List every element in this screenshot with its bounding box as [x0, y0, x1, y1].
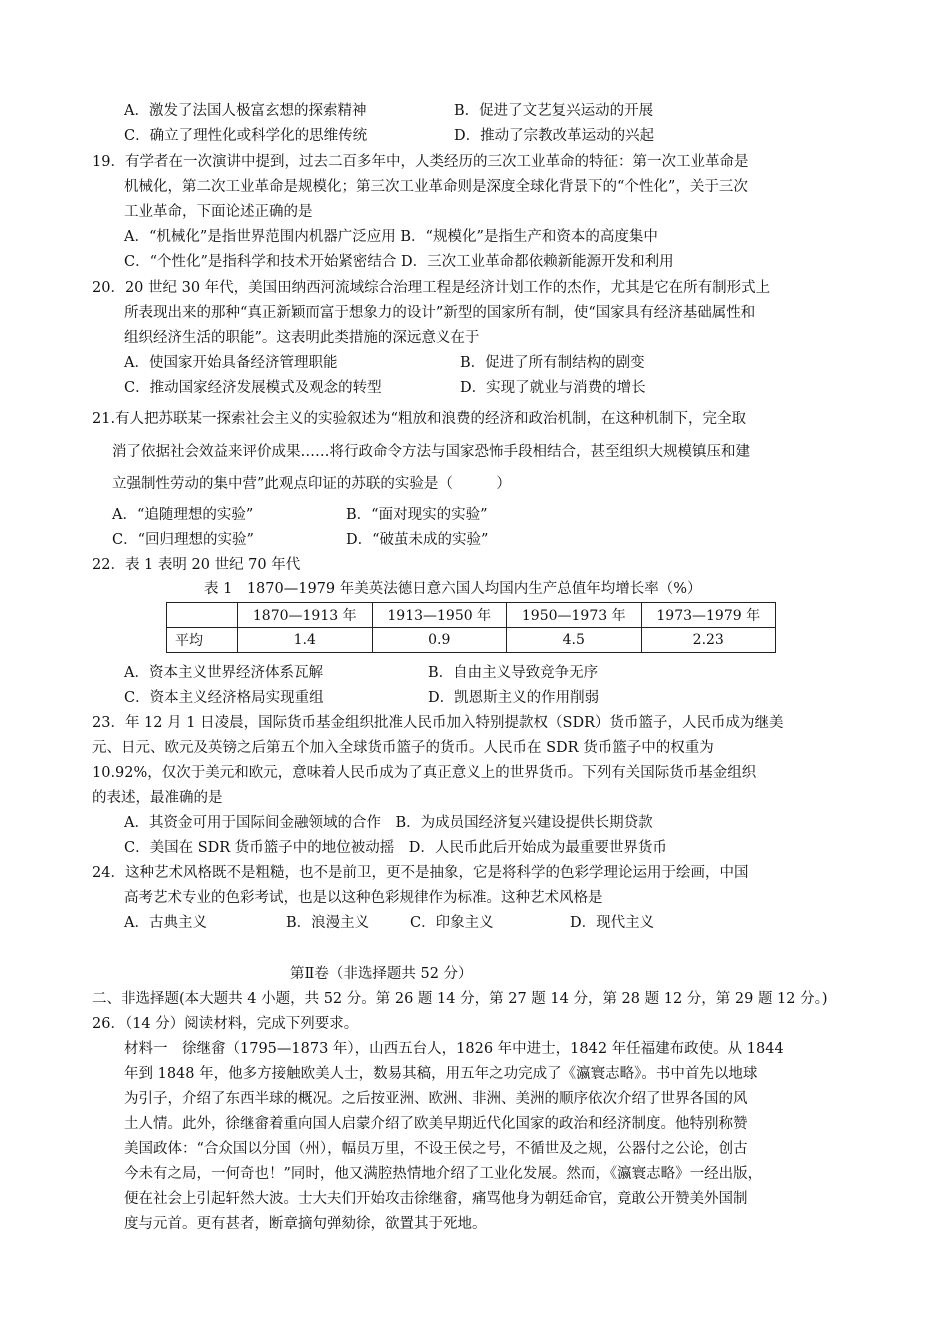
q19-options-ab: A．“机械化”是指世界范围内机器广泛应用 B．“规模化”是指生产和资本的高度集中: [124, 229, 658, 245]
q18-option-c: C．确立了理性化或科学化的思维传统: [124, 128, 368, 144]
q24-stem-line: 高考艺术专业的色彩考试，也是以这种色彩规律作为标准。这种艺术风格是: [124, 890, 603, 906]
q24-option-d: D．现代主义: [570, 915, 655, 931]
q24-option-a: A．古典主义: [124, 915, 207, 931]
q26-stem: 26．（14 分）阅读材料，完成下列要求。: [92, 1016, 359, 1032]
q21-option-d: D．“破茧未成的实验”: [346, 532, 489, 548]
material-line: 年到 1848 年，他多方接触欧美人士，数易其稿，用五年之功完成了《瀛寰志略》。书中首先以地球: [124, 1066, 758, 1082]
table-header-cell: 1950—1973 年: [507, 603, 642, 628]
table-cell: 4.5: [507, 628, 642, 653]
table-row-label: 平均: [167, 628, 238, 653]
table-cell: 1.4: [238, 628, 373, 653]
table-row: [167, 628, 776, 653]
table-caption: 表 1 1870—1979 年美英法德日意六国人均国内生产总值年均增长率（%）: [204, 581, 702, 597]
table-header-cell: [167, 603, 238, 628]
table-header-cell: 1870—1913 年: [238, 603, 373, 628]
table-header-row: [167, 603, 776, 628]
q19-options-cd: C．“个性化”是指科学和技术开始紧密结合 D．三次工业革命都依赖新能源开发和利用: [124, 254, 674, 270]
q21-stem-line: 立强制性劳动的集中营”此观点印证的苏联的实验是（ ）: [112, 476, 511, 492]
q23-options-ab: A．其资金可用于国际间金融领域的合作 B．为成员国经济复兴建设提供长期贷款: [124, 815, 653, 831]
q23-options-cd: C．美国在 SDR 货币篮子中的地位被动摇 D．人民币此后开始成为最重要世界货币: [124, 840, 667, 856]
material-line: 材料一 徐继畲（1795—1873 年），山西五台人，1826 年中进士，1842 年任福建布政使。从 1844: [124, 1041, 784, 1057]
gdp-growth-table: [166, 602, 776, 653]
material-line: 土人情。此外，徐继畲着重向国人启蒙介绍了欧美早期近代化国家的政治和经济制度。他特别称赞: [124, 1116, 748, 1132]
q23-stem-line: 的表述，最准确的是: [92, 790, 223, 806]
section-heading: 二、非选择题(本大题共 4 小题，共 52 分。第 26 题 14 分，第 27 题 14 分，第 28 题 12 分，第 29 题 12 分。): [92, 991, 828, 1007]
q22-option-a: A．资本主义世界经济体系瓦解: [124, 665, 323, 681]
part-two-title: 第Ⅱ卷（非选择题共 52 分）: [290, 966, 473, 982]
q21-stem-line: 21.有人把苏联某一探索社会主义的实验叙述为“粗放和浪费的经济和政治机制，在这种机制下，完全取: [92, 411, 746, 427]
q20-option-b: B．促进了所有制结构的剧变: [460, 355, 645, 371]
q20-stem-line: 20．20 世纪 30 年代，美国田纳西河流域综合治理工程是经济计划工作的杰作，尤其是它在所有制形式上: [92, 280, 771, 296]
q22-option-b: B．自由主义导致竞争无序: [428, 665, 599, 681]
q23-stem-line: 23．年 12 月 1 日凌晨，国际货币基金组织批准人民币加入特别提款权（SDR）货币篮子，人民币成为继美: [92, 715, 784, 731]
q24-option-c: C．印象主义: [410, 915, 494, 931]
table-cell: 0.9: [372, 628, 507, 653]
material-line: 美国政体：“合众国以分国（州），幅员万里，不设王侯之号，不循世及之规，公器付之公论，创古: [124, 1141, 748, 1157]
q19-stem-line: 19．有学者在一次演讲中提到，过去二百多年中，人类经历的三次工业革命的特征：第一次工业革命是: [92, 154, 749, 170]
q20-option-a: A．使国家开始具备经济管理职能: [124, 355, 338, 371]
q19-stem-line: 机械化，第二次工业革命是规模化；第三次工业革命则是深度全球化背景下的“个性化”，关于三次: [124, 179, 748, 195]
material-line: 度与元首。更有甚者，断章摘句弹劾徐，欲置其于死地。: [124, 1216, 487, 1232]
table-cell: 2.23: [641, 628, 776, 653]
q21-stem-line: 消了依据社会效益来评价成果……将行政命令方法与国家恐怖手段相结合，甚至组织大规模镇压和建: [112, 444, 750, 460]
q22-option-c: C．资本主义经济格局实现重组: [124, 690, 324, 706]
material-line: 为引子，介绍了东西半球的概况。之后按亚洲、欧洲、非洲、美洲的顺序依次介绍了世界各国的风: [124, 1091, 748, 1107]
q21-option-c: C．“回归理想的实验”: [112, 532, 254, 548]
q24-stem-line: 24．这种艺术风格既不是粗糙，也不是前卫，更不是抽象，它是将科学的色彩学理论运用于绘画，中国: [92, 865, 749, 881]
q18-option-b: B．促进了文艺复兴运动的开展: [454, 103, 654, 119]
q20-stem-line: 所表现出来的那种“真正新颖而富于想象力的设计”新型的国家所有制，使“国家具有经济基础属性和: [124, 305, 756, 321]
material-line: 便在社会上引起轩然大波。士大夫们开始攻击徐继畲，痛骂他身为朝廷命官，竟敢公开赞美外国制: [124, 1191, 748, 1207]
q20-stem-line: 组织经济生活的职能”。这表明此类措施的深远意义在于: [124, 330, 480, 346]
q21-option-a: A．“追随理想的实验”: [112, 507, 254, 523]
table-header-cell: 1913—1950 年: [372, 603, 507, 628]
q22-stem: 22．表 1 表明 20 世纪 70 年代: [92, 557, 301, 573]
q20-option-d: D．实现了就业与消费的增长: [460, 380, 646, 396]
q18-option-a: A．激发了法国人极富玄想的探索精神: [124, 103, 367, 119]
table-header-cell: 1973—1979 年: [641, 603, 776, 628]
q23-stem-line: 10.92%，仅次于美元和欧元，意味着人民币成为了真正意义上的世界货币。下列有关国际货币基金组织: [92, 765, 757, 781]
q23-stem-line: 元、日元、欧元及英镑之后第五个加入全球货币篮子的货币。人民币在 SDR 货币篮子中的权重为: [92, 740, 714, 756]
q18-option-d: D．推动了宗教改革运动的兴起: [454, 128, 655, 144]
q24-option-b: B．浪漫主义: [286, 915, 370, 931]
q21-option-b: B．“面对现实的实验”: [346, 507, 488, 523]
q22-option-d: D．凯恩斯主义的作用削弱: [428, 690, 600, 706]
q19-stem-line: 工业革命，下面论述正确的是: [124, 204, 313, 220]
q20-option-c: C．推动国家经济发展模式及观念的转型: [124, 380, 382, 396]
material-line: 今未有之局，一何奇也！”同时，他又满腔热情地介绍了工业化发展。然而，《瀛寰志略》一经出版，: [124, 1166, 763, 1182]
